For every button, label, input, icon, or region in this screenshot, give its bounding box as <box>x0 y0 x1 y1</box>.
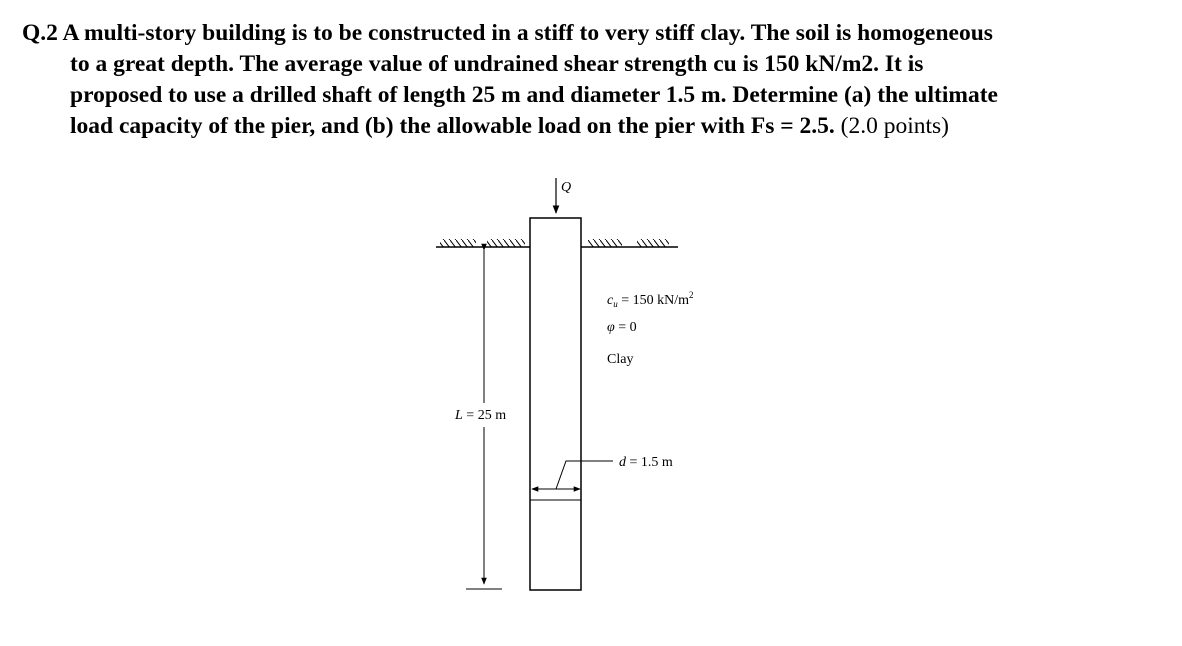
question-line-2: to a great depth. The average value of undrained shear strength cu is 150 kN/m2. It is <box>70 51 924 77</box>
diameter-symbol: d <box>619 455 626 470</box>
length-value: = 25 m <box>462 408 507 423</box>
cu-symbol: c <box>607 293 614 308</box>
question-line-1: Q.2 A multi-story building is to be constructed in a stiff to very stiff clay. The soil is homogeneous <box>22 20 993 46</box>
question-line-3: proposed to use a drilled shaft of length 25 m and diameter 1.5 m. Determine (a) the ultimate <box>70 82 998 108</box>
drilled-shaft <box>530 218 581 590</box>
question-points: (2.0 points) <box>834 113 950 139</box>
phi-symbol: φ <box>607 320 615 335</box>
friction-angle-label <box>607 320 637 335</box>
ground-hatch-right-b <box>637 239 669 247</box>
ground-hatch-right-a <box>588 239 622 247</box>
question-line-4-main: load capacity of the pier, and (b) the allowable load on the pier with Fs = 2.5. <box>70 113 835 139</box>
length-symbol: L <box>455 408 463 423</box>
diameter-label <box>619 455 673 470</box>
diameter-value: = 1.5 m <box>626 455 673 470</box>
load-label: Q <box>561 180 572 195</box>
ground-hatch-left-a <box>440 239 476 247</box>
cu-subscript: u <box>613 299 618 309</box>
soil-type-label: Clay <box>607 352 634 367</box>
length-label <box>454 408 506 423</box>
undrained-shear-strength-label <box>607 290 694 309</box>
cu-value: = 150 kN/m <box>617 293 690 308</box>
cu-unit-exponent: 2 <box>689 290 694 300</box>
ground-hatch-left-b <box>487 239 525 247</box>
phi-value: = 0 <box>614 320 637 335</box>
